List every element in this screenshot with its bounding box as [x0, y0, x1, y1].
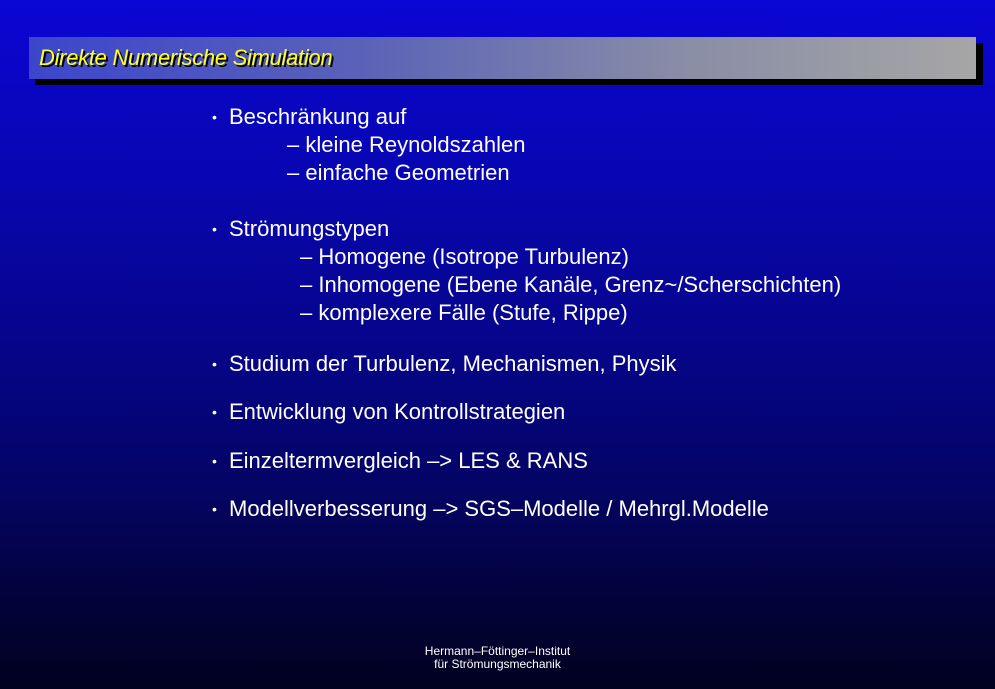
bullet-studium: Studium der Turbulenz, Mechanismen, Physik — [229, 351, 677, 376]
bullet-icon: • — [212, 356, 217, 372]
bullet-icon: • — [212, 221, 217, 237]
slide-title: Direkte Numerische Simulation — [39, 45, 333, 70]
sub-bullet-homogene: – Homogene (Isotrope Turbulenz) — [300, 244, 629, 269]
bullet-icon: • — [212, 109, 217, 125]
bullet-stroemungstypen: Strömungstypen — [229, 216, 390, 241]
bullet-beschraenkung: Beschränkung auf — [229, 104, 407, 129]
sub-bullet-inhomogene: – Inhomogene (Ebene Kanäle, Grenz~/Scherschichten) — [300, 272, 842, 297]
bullet-entwicklung: Entwicklung von Kontrollstrategien — [229, 399, 566, 424]
bullet-icon: • — [212, 404, 217, 420]
bullet-modellverbesserung: Modellverbesserung –> SGS–Modelle / Mehrgl.Modelle — [229, 496, 769, 521]
sub-bullet-reynolds: – kleine Reynoldszahlen — [287, 132, 526, 157]
bullet-icon: • — [212, 453, 217, 469]
bullet-einzeltermvergleich: Einzeltermvergleich –> LES & RANS — [229, 448, 588, 473]
footer-institute — [0, 645, 995, 671]
bullet-icon: • — [212, 501, 217, 517]
footer-line-1: Hermann–Föttinger–Institut — [424, 644, 571, 658]
sub-bullet-komplexere: – komplexere Fälle (Stufe, Rippe) — [300, 300, 628, 325]
footer-line-2: für Strömungsmechanik — [434, 657, 561, 671]
sub-bullet-geometrien: – einfache Geometrien — [287, 160, 510, 185]
